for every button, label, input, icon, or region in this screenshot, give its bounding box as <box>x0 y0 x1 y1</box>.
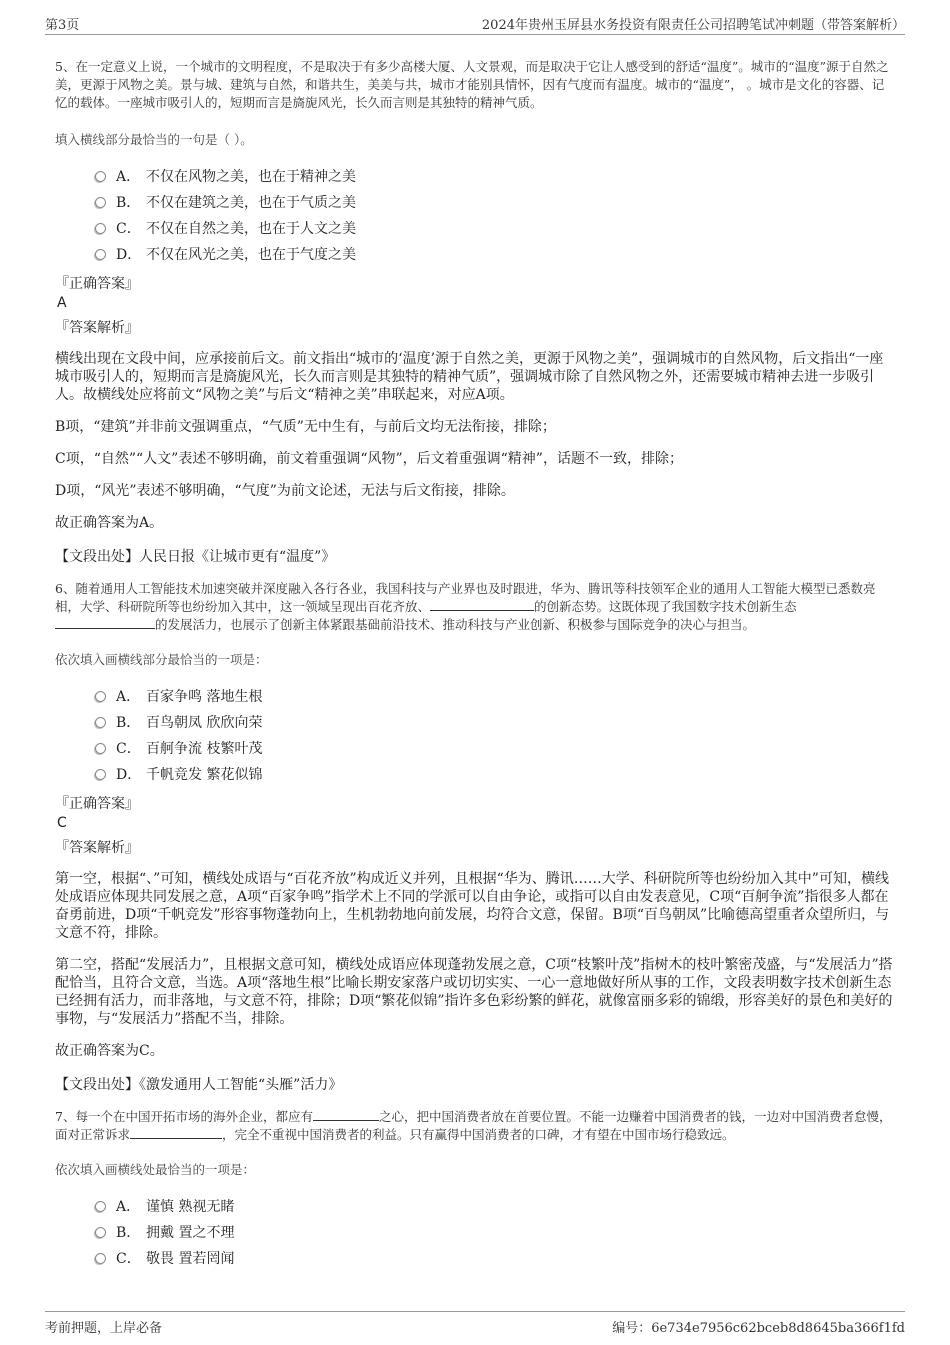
document-title: 2024年贵州玉屏县水务投资有限责任公司招聘笔试冲刺题（带答案解析） <box>481 18 905 33</box>
page-header <box>45 14 905 35</box>
option-b[interactable] <box>95 1220 895 1246</box>
question-6-prompt: 依次填入画横线部分最恰当的一项是： <box>55 652 268 667</box>
analysis-label: 『答案解析』 <box>55 320 139 336</box>
option-letter: B． <box>116 1225 141 1241</box>
radio-button[interactable] <box>95 223 106 234</box>
option-letter: A． <box>116 1199 141 1215</box>
blank-line <box>313 1108 379 1121</box>
option-c[interactable] <box>95 736 895 762</box>
correct-answer: C <box>57 815 67 831</box>
source-citation: 【文段出处】人民日报《让城市更有“温度”》 <box>55 549 336 565</box>
option-text: 不仅在建筑之美，也在于气质之美 <box>146 195 356 211</box>
question-7-text <box>55 1108 895 1144</box>
option-a[interactable] <box>95 1194 895 1220</box>
radio-button[interactable] <box>95 1253 106 1264</box>
question-7-prompt: 依次填入画横线处最恰当的一项是： <box>55 1162 256 1177</box>
question-6 <box>55 580 895 1094</box>
option-letter: A． <box>116 169 141 185</box>
blank-line <box>55 616 155 629</box>
source-citation: 【文段出处】《激发通用人工智能“头雁”活力》 <box>55 1077 343 1093</box>
footer-slogan: 考前押题，上岸必备 <box>45 1321 163 1336</box>
correct-answer: A <box>57 295 67 311</box>
analysis-paragraph: D项，“风光”表述不够明确，“气度”为前文论述，无法与后文衔接，排除。 <box>55 483 515 499</box>
radio-button[interactable] <box>95 1227 106 1238</box>
option-letter: B． <box>116 715 141 731</box>
option-text: 谨慎 熟视无睹 <box>146 1199 235 1215</box>
option-d[interactable] <box>95 242 895 268</box>
option-d[interactable] <box>95 762 895 788</box>
question-text-part: ，完全不重视中国消费者的利益。只有赢得中国消费者的口碑，才有望在中国市场行稳致远。 <box>222 1127 735 1142</box>
option-text: 百家争鸣 落地生根 <box>146 689 263 705</box>
question-text-part: 7、每一个在中国开拓市场的海外企业，都应有 <box>55 1109 313 1124</box>
option-letter: C． <box>116 1251 141 1267</box>
option-text: 拥戴 置之不理 <box>146 1225 235 1241</box>
option-letter: C． <box>116 221 141 237</box>
option-b[interactable] <box>95 190 895 216</box>
analysis-paragraph: C项，“自然”“人文”表述不够明确，前文着重强调“风物”，后文着重强调“精神”，话题不一致，排除； <box>55 451 683 467</box>
option-text: 千帆竞发 繁花似锦 <box>146 767 263 783</box>
option-letter: C． <box>116 741 141 757</box>
option-text: 百舸争流 枝繁叶茂 <box>146 741 263 757</box>
option-text: 百鸟朝凤 欣欣向荣 <box>146 715 263 731</box>
question-text-part: 的创新态势。这既体现了我国数字技术创新生态 <box>534 599 797 614</box>
analysis-conclusion: 故正确答案为C。 <box>55 1043 164 1059</box>
question-6-options <box>95 684 895 788</box>
radio-button[interactable] <box>95 1201 106 1212</box>
question-7 <box>55 1108 895 1272</box>
question-text-part: 的发展活力，也展示了创新主体紧跟基础前沿技术、推动科技与产业创新、积极参与国际竞争的决心与担当。 <box>155 617 756 632</box>
answer-label: 『正确答案』 <box>55 276 139 292</box>
page-number: 第3页 <box>45 18 80 33</box>
question-7-options <box>95 1194 895 1272</box>
question-5-text: 5、在一定意义上说，一个城市的文明程度，不是取决于有多少高楼大厦、人文景观，而是取决于它让人感受到的舒适“温度”。城市的“温度”源于自然之美，更源于风物之美。景与城、建筑与自然，和谐共生，美美与共，城市才能别具情怀，因有气度而有温度。城市的“温度”， 。城市是文化的容器、记忆的载体。一座城市吸引人的，短期而言是旖旎风光，长久而言则是其独特的精神气质。 <box>55 59 889 110</box>
radio-button[interactable] <box>95 769 106 780</box>
question-text-part: 6、随着通用人工智能技术加速突破并深度融入各行各业，我国科技与产业界也及时跟进，华为、腾讯等科技领军企业的通用人工智能大模型已悉数亮相，大学、科研院所等也纷纷加入其中，这一领域呈现出百花齐放、 <box>55 581 876 614</box>
analysis-paragraph: 第二空，搭配“发展活力”，且根据文意可知，横线处成语应体现蓬勃发展之意，C项“枝繁叶茂”指树木的枝叶繁密茂盛，与“发展活力”搭配恰当，且符合文意，当选。A项“落地生根”比喻长期安家落户或切切实实、一心一意地做好所从事的工作，文段表明数字技术创新生态已经拥有活力，而非落地，与文意不符，排除；D项“繁花似锦”指许多色彩纷繁的鲜花，就像富丽多彩的锦缎，形容美好的景色和美好的事物，与“发展活力”搭配不当，排除。 <box>55 957 893 1027</box>
option-c[interactable] <box>95 216 895 242</box>
option-letter: A． <box>116 689 141 705</box>
option-letter: D． <box>116 247 142 263</box>
radio-button[interactable] <box>95 249 106 260</box>
analysis-paragraph: 横线出现在文段中间，应承接前后文。前文指出“城市的‘温度’源于自然之美，更源于风物之美”，强调城市的自然风物，后文指出“一座城市吸引人的，短期而言是旖旎风光，长久而言则是其独特的精神气质”，强调城市除了自然风物之外，还需要城市精神去进一步吸引人。故横线处应将前文“风物之美”与后文“精神之美”串联起来，对应A项。 <box>55 351 884 403</box>
question-text-part: 之心，把中国消费者放在首要位置。不能一边赚着中国消费者的钱，一边对中国消费者怠慢，面对正常诉求 <box>55 1109 892 1142</box>
option-letter: B． <box>116 195 141 211</box>
radio-button[interactable] <box>95 717 106 728</box>
main-content <box>55 58 895 1272</box>
blank-line <box>430 598 534 611</box>
radio-button[interactable] <box>95 743 106 754</box>
option-letter: D． <box>116 767 142 783</box>
option-text: 不仅在自然之美，也在于人文之美 <box>146 221 356 237</box>
option-b[interactable] <box>95 710 895 736</box>
radio-button[interactable] <box>95 691 106 702</box>
option-text: 不仅在风物之美，也在于精神之美 <box>146 169 356 185</box>
option-a[interactable] <box>95 684 895 710</box>
page-footer <box>45 1311 905 1336</box>
answer-label: 『正确答案』 <box>55 796 139 812</box>
question-5-options <box>95 164 895 268</box>
radio-button[interactable] <box>95 171 106 182</box>
analysis-label: 『答案解析』 <box>55 840 139 856</box>
analysis-conclusion: 故正确答案为A。 <box>55 515 164 531</box>
option-text: 不仅在风光之美，也在于气度之美 <box>146 247 356 263</box>
document-code: 编号：6e734e7956c62bceb8d8645ba366f1fd <box>612 1321 905 1336</box>
radio-button[interactable] <box>95 197 106 208</box>
question-6-text <box>55 580 895 634</box>
analysis-paragraph: B项，“建筑”并非前文强调重点，“气质”无中生有，与前后文均无法衔接，排除； <box>55 419 556 435</box>
option-a[interactable] <box>95 164 895 190</box>
analysis-paragraph: 第一空，根据“、”可知，横线处成语与“百花齐放”构成近义并列，且根据“华为、腾讯……大学、科研院所等也纷纷加入其中”可知，横线处成语应体现共同发展之意，A项“百家争鸣”指学术上不同的学派可以自由争论，或指可以自由发表意见，C项“百舸争流”指很多人都在奋勇前进，D项“千帆竞发”形容事物蓬勃向上，生机勃勃地向前发展，均符合文意，保留。B项“百鸟朝凤”比喻德高望重者众望所归，与文意不符，排除。 <box>55 871 890 941</box>
option-text: 敬畏 置若罔闻 <box>146 1251 235 1267</box>
blank-line <box>130 1126 222 1139</box>
question-5 <box>55 58 895 566</box>
option-c[interactable] <box>95 1246 895 1272</box>
question-5-prompt: 填入横线部分最恰当的一句是（ ）。 <box>55 132 253 147</box>
